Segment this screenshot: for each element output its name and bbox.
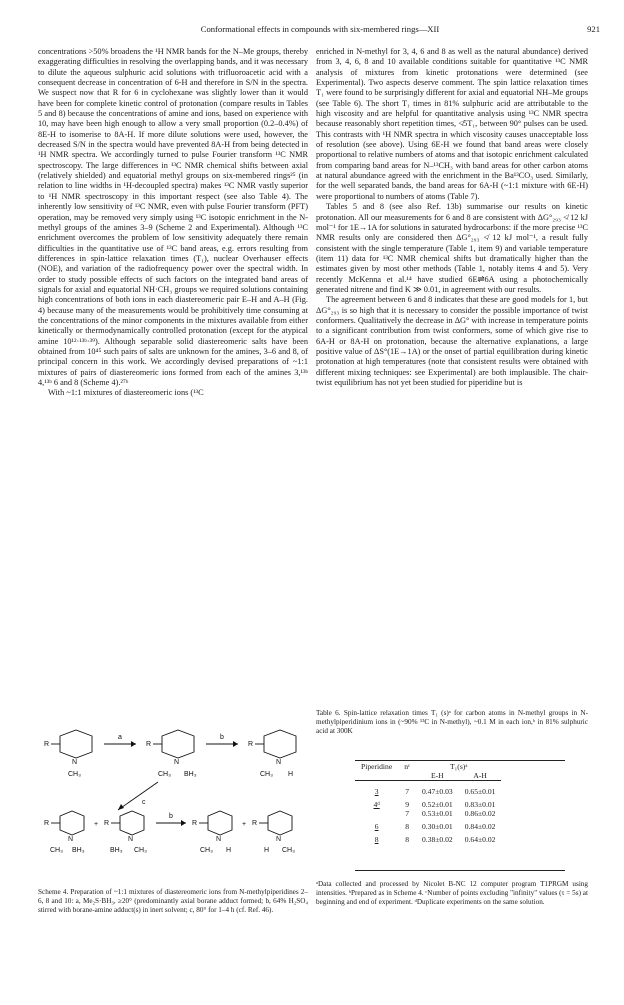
table-cell: 9 [405,800,409,809]
table-cell: 7 [405,787,409,796]
n-atom: N [276,836,282,843]
table-cell: 8 [405,835,409,844]
r-substituent: R [248,741,254,748]
r-substituent: R [104,820,110,827]
n-atom: N [276,759,282,766]
table-cell: 0.64±0.02 [464,835,496,844]
n-atom: N [216,836,222,843]
plus-sign: + [94,821,99,828]
ch3-label: CH₃ [134,847,147,854]
ch3-label: CH₃ [158,771,171,778]
table-header: E-H [431,771,444,780]
table-header-row [355,762,501,771]
table-row [355,787,501,796]
table-cell: 0.52±0.01 [421,800,453,809]
table-cell: 8 [405,822,409,831]
table-cell: 4ᵈ [373,800,380,809]
arrowhead [131,741,136,747]
r-substituent: R [44,741,50,748]
table-header: Piperidine [361,762,393,771]
table-6-footnotes: ᵃData collected and processed by Nicolet B-NC 12 computer program T1PRGM using intensities. ᵇPrepared as in Scheme 4. ᶜNumber of points excluding "infinity" values (τ = 5s) at beginning and end of experiment. ᵈDuplicate experiments on the same solution. [316,880,588,907]
piperidine-ring-4 [60,811,84,835]
r-substituent: R [192,820,198,827]
paragraph: With ~1:1 mixtures of diastereomeric ions (¹³C [48,388,204,398]
n-atom: N [68,836,74,843]
r-substituent: R [44,820,50,827]
r-substituent: R [252,820,258,827]
n-atom: N [174,759,180,766]
page-number: 921 [587,24,600,34]
arrowhead [118,804,124,810]
arrow-label-c: c [142,799,146,806]
h-label: H [288,771,294,778]
left-column [38,47,308,399]
table-header: T₁(s)ᵃ [450,762,468,771]
table-6-caption: Table 6. Spin-lattice relaxation times T₁ (s)ᵃ for carbon atoms in N-methyl groups in N-methylpiperidinium ions in (~90% ¹³C in N-methyl), ~0.1 M in each ion,ᵇ in 81% sulphuric acid at 300K [316,709,588,736]
running-title: Conformational effects in compounds with six-membered rings—XII [200,24,440,34]
arrow-label-a: a [118,734,122,741]
arrow-label-b: b [220,734,224,741]
n-atom: N [72,759,78,766]
table-row [355,822,501,831]
scheme-4-figure [38,724,308,874]
table-cell: 0.65±0.01 [464,787,496,796]
scheme-4-svg [38,724,308,874]
table-cell: 7 [405,809,409,818]
paragraph: The agreement between 6 and 8 indicates that these are good models for 1, but ΔG°₂₉₃ is so high that it is necessary to consider the possible importance of twist conformers. Qualitatively the decrease in ΔG° with increase in temperature points to a significant contribution from twist conformers, some of which give rise to 6A-H or 8A-H on protonation, because the alternative explanations, a large positive value of ΔS°(1E→1A) or the onset of partial equilibration during kinetic protonation at high temperatures (note that consistent results were obtained with different mixing techniques: see Experimental) are both implausible. The chair-twist equilibrium has not yet been studied for piperidine but is [316,295,588,387]
ch3-label: CH₃ [200,847,213,854]
arrowhead [233,741,238,747]
ch3-label: CH₃ [68,771,81,778]
table-cell: 0.53±0.01 [421,809,453,818]
arrowhead [181,820,186,826]
piperidine-ring-7 [268,811,292,835]
table-cell: 0.38±0.02 [421,835,453,844]
table-cell: 8 [374,835,379,844]
table-cell [355,809,398,818]
h-label: H [264,847,270,854]
table-subheader-row [355,771,501,781]
scheme-4-caption: Scheme 4. Preparation of ~1:1 mixtures of diastereomeric ions from N-methylpiperidines 2–6, 8 and 10: a, Me₂S·BH₃, ≥20° (predominantly axial borane adduct formed; b, 64% H₂SO₄ stirred with borane-amine adduct(s) in inert solvent; c, 80° for 1–4 h (cf. Ref. 46). [38,888,308,915]
table-cell: 0.84±0.02 [464,822,496,831]
ch3-label: CH₃ [260,771,273,778]
right-column [316,47,588,388]
bh3-label: BH₃ [110,847,123,854]
reaction-arrow-c [118,782,158,810]
table-cell: 0.86±0.02 [464,809,496,818]
paragraph: enriched in N-methyl for 3, 4, 6 and 8 as well as the natural abundance) derived from 3, 4, 6, 8 and 10 available conditions suitable for quantitative ¹³C NMR analysis of mixtures from kinetic protonations were determined (see Experimental). Two aspects deserve comment. The spin lattice relaxation times T₁ were found to be surprisingly different for axial and equatorial NH–Me groups (see Table 6). The short T₁ times in 81% sulphuric acid are attributable to the high viscosity and are helpful for quantitative analysis using ¹³C NMR spectra because reasonably short repetition times, ≮5T₁, between 90° pulses can be used. This contrasts with ¹H NMR spectra in which viscosity causes unacceptable loss of resolution (see above). Using 6E-H we found that band areas were closely proportional to relative numbers of atoms and that isotopic enrichment calculated from comparing band areas for N–¹³CH₃ with band areas for other carbon atoms at natural abundance agreed with the enrichment in the Ba¹³CO₃ used. Similarly, for the well separated bands, the band areas for 6A-H (~1:1 mixture with 6E-H) were proportional to numbers of atoms (Table 7). [316,47,588,201]
piperidine-ring-1 [60,730,92,758]
piperidine-ring-6 [208,811,232,835]
table-rule-bottom [355,870,565,871]
table-row [355,809,501,818]
table-row [355,835,501,844]
h-label: H [226,847,232,854]
piperidine-ring-3 [264,730,296,758]
table-header-empty [355,771,398,781]
table-cell: 3 [374,787,379,796]
table-rule-top [355,760,565,761]
ch3-label: CH₃ [50,847,63,854]
r-substituent: R [146,741,152,748]
piperidine-ring-5 [120,811,144,835]
table-cell: 6 [374,822,379,831]
table-row [355,800,501,809]
table-cell: 0.47±0.03 [421,787,453,796]
table-header: nᶜ [404,762,410,771]
table-header: A-H [473,771,487,780]
paragraph: concentrations >50% broadens the ¹H NMR bands for the N–Me groups, thereby exaggerating difficulties in resolving the overlapping bands, and it was necessary to dilute the aqueous sulphuric acid solutions with trifluoroacetic acid with a consequent decrease in concentration of 6-H and therefore in S/N in the spectra. We suspect now that R for 6 in cyclohexane was slightly lower than it would have been for complete kinetic control of protonation (compare results in Tables 5 and 8) because the concentrations of amine and ions, based on experience with 10, may have been high enough to allow a very small proportion (0.2–0.4%) of 8E-H to isomerise to 8A-H. If more dilute solutions were used, however, the decreased S/N in the spectra would have prevented 8A-H from being detected in ¹H NMR spectra. We accordingly turned to pulse Fourier transform ¹³C NMR spectroscopy. The large differences in ¹³C NMR chemical shifts between axial (relatively shielded) and equatorial methyl groups on six-membered rings²⁵ (in relation to line widths in ¹H-decoupled spectra) makes ¹³C NMR vastly superior to ¹H NMR spectroscopy in this important respect (see also Table 4). The inherently low sensitivity of ¹³C NMR, even with pulse Fourier transform (PFT) operation, may be removed very simply using ¹³C isotopic enrichment in the N-methyl groups of the amines 3–9 (Scheme 2 and Experimental). Although ¹³C enrichment overcomes the problem of low sensitivity adequately there remain difficulties in the quantitative use of ¹³C band areas, e.g. errors resulting from differences in spin-lattice relaxation times (T₁), nuclear Overhauser effects (NOE), and variation of the radiofrequency power over the spectral width. In order to study possible effects of such factors on the integrated band areas of signals for axial and equatorial NH·CH₃ groups we required solutions containing high concentrations of both ions in each diastereomeric pair E–H and A–H (Fig. 4) because many of the measurements would be prohibitively time consuming at the concentrations of the minor components in the mixtures available from either kinetically or thermodynamically controlled protonation (except for the atypical amine 10¹²·¹³ᵇ·³⁹). Although separable solid diastereomeric salts have been obtained from 10⁴⁵ such pairs of salts are unknown for the amines, 3–6 and 8, of principal concern in this work. We accordingly devised preparations of ~1:1 mixtures of pairs of diastereomeric ions formed from each of the amines 3,¹³ᵇ 4,¹³ᵇ 6 and 8 (Scheme 4).²⁷ᵇ [38,47,308,387]
table-cell: 0.30±0.01 [421,822,453,831]
table-cell: 0.83±0.01 [464,800,496,809]
bh3-label: BH₃ [184,771,197,778]
n-atom: N [128,836,134,843]
arrow-label-b2: b [169,813,173,820]
bh3-label: BH₃ [72,847,85,854]
table-6 [355,762,501,844]
ch3-label: CH₃ [282,847,295,854]
piperidine-ring-2 [162,730,194,758]
plus-sign: + [242,821,247,828]
paragraph: Tables 5 and 8 (see also Ref. 13b) summarise our results on kinetic protonation. All our measurements for 6 and 8 are consistent with ΔG°₂₉₃ ≮ 12 kJ mol⁻¹ for 1E→1A for solutions in saturated hydrocarbons: if the more precise ¹³C NMR results only are considered then ΔG°₂₉₃ ≮ 12 kJ mol⁻¹, a result fully consistent with the single temperature (Table 1, item 9) and variable temperature (item 11) data for ¹³C NMR chemical shifts but dramatically higher than the estimates given by most other methods (Table 1, notably items 4 and 5). Very recently McKenna et al.¹⁴ have studied 6E⇌6A using a photochemically generated nitrene and find K ≫ 0.01, in agreement with our results. [316,202,588,294]
table-header-empty [398,771,416,781]
